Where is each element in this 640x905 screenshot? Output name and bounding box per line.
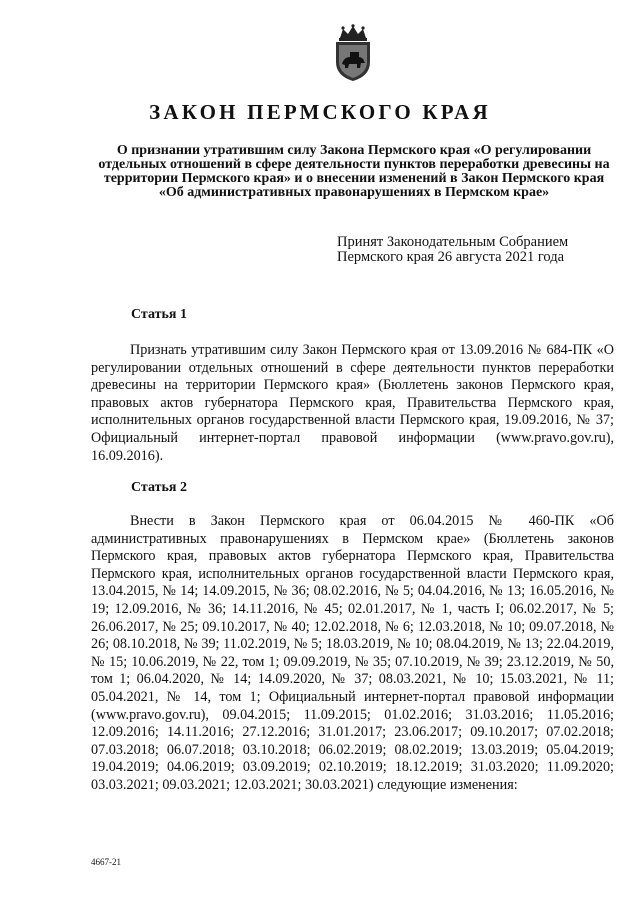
adoption-line-2: Пермского края 26 августа 2021 года	[337, 249, 565, 265]
document-code: 4667-21	[91, 857, 121, 867]
article-1-heading: Статья 1	[131, 307, 187, 322]
adoption-note	[337, 235, 627, 265]
article-2-text: Внести в Закон Пермского края от 06.04.2015 № 460-ПК «Об административных правонарушениях в Пермском крае» (Бюллетень законов Пермского края, правовых актов губернатора Пермского края, Правительства Пермского края, исполнительных органов государственной власти Пермского края, 13.04.2015, № 14; 14.09.2015, № 36; 08.02.2016, № 5; 04.04.2016, № 13; 16.05.2016, № 19; 12.09.2016, № 36; 14.11.2016, № 45; 02.01.2017, № 1, часть I; 06.02.2017, № 5; 26.06.2017, № 25; 09.10.2017, № 40; 12.02.2018, № 6; 12.03.2018, № 10; 09.07.2018, № 26; 08.10.2018, № 39; 11.02.2019, № 5; 18.03.2019, № 10; 08.04.2019, № 13; 22.04.2019, № 15; 10.06.2019, № 22, том 1; 09.09.2019, № 35; 07.10.2019, № 39; 23.12.2019, № 50, том 1; 06.04.2020, № 14; 14.09.2020, № 37; 08.03.2021, № 10; 15.03.2021, № 11; 05.04.2021, № 14, том 1; Официальный интернет-портал правовой информации (www.pravo.gov.ru), 09.04.2015; 11.09.2015; 01.02.2016; 31.03.2016; 11.05.2016; 12.09.2016; 14.11.2016; 27.12.2016; 31.01.2017; 23.06.2017; 09.10.2017; 07.02.2018; 07.03.2018; 06.07.2018; 03.10.2018; 06.02.2019; 08.02.2019; 13.03.2019; 05.04.2019; 19.04.2019; 04.06.2019; 03.09.2019; 02.10.2019; 18.12.2019; 31.03.2020; 11.09.2020; 03.03.2021; 09.03.2021; 12.03.2021; 30.03.2021) следующие изменения:	[91, 513, 614, 793]
adoption-line-1: Принят Законодательным Собранием	[337, 234, 569, 250]
law-subtitle: О признании утратившим силу Закона Пермского края «О регулировании отдельных отношений в сфере деятельности пунктов переработки древесины на территории Пермского края» и о внесении изменений в Закон Пермского края «Об административных правонарушениях в Пермском крае»	[98, 143, 610, 200]
article-2-heading: Статья 2	[131, 480, 187, 495]
law-title: ЗАКОН ПЕРМСКОГО КРАЯ	[149, 100, 491, 124]
article-1-text: Признать утратившим силу Закон Пермского края от 13.09.2016 № 684-ПК «О регулировании отдельных отношений в сфере деятельности пунктов переработки древесины на территории Пермского края» (Бюллетень законов Пермского края, правовых актов губернатора Пермского края, Правительства Пермского края, исполнительных органов государственной власти Пермского края, 19.09.2016, № 37; Официальный интернет-портал правовой информации (www.pravo.gov.ru), 16.09.2016).	[91, 342, 614, 464]
coat-of-arms-icon	[330, 24, 376, 82]
